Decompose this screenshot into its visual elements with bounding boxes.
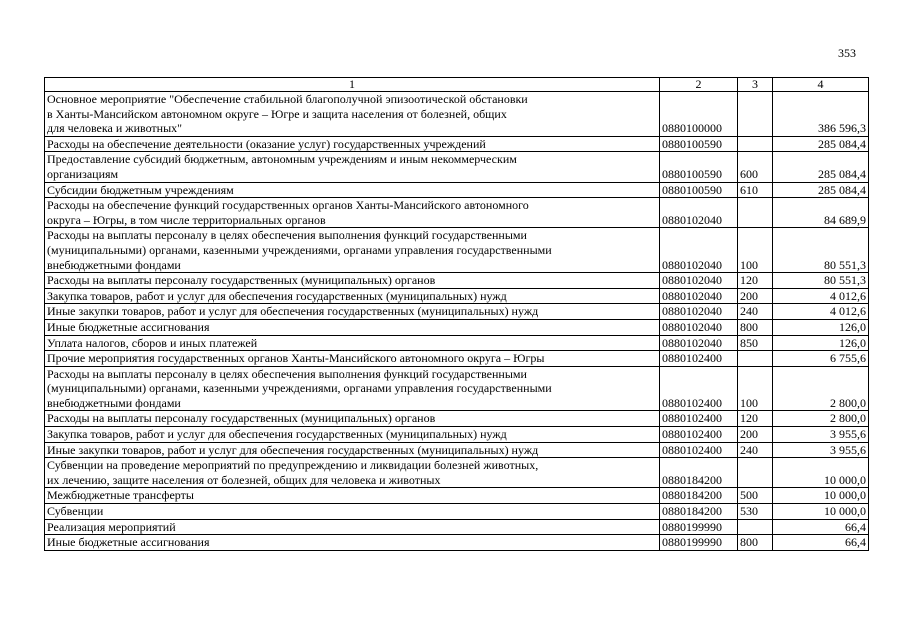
row-type-cell: 100 — [738, 228, 773, 273]
table-row — [45, 319, 869, 335]
table-header-row — [45, 78, 869, 92]
header-col-code: 2 — [660, 78, 738, 92]
row-name-cell: Закупка товаров, работ и услуг для обеспечения государственных (муниципальных) нужд — [45, 427, 660, 443]
header-col-type: 3 — [738, 78, 773, 92]
row-sum-cell: 285 084,4 — [773, 152, 869, 182]
row-code-cell: 0880102040 — [660, 335, 738, 351]
row-sum-cell: 10 000,0 — [773, 504, 869, 520]
row-name-cell: Расходы на выплаты персоналу в целях обеспечения выполнения функций государственными (муниципальными) органами, казенными учреждениями, органами управления государственными внебюджетными фондами — [45, 366, 660, 411]
table-row — [45, 335, 869, 351]
row-code-cell: 0880100590 — [660, 152, 738, 182]
table-row — [45, 182, 869, 198]
row-type-cell — [738, 92, 773, 137]
table-row — [45, 198, 869, 228]
row-name-cell: Субсидии бюджетным учреждениям — [45, 182, 660, 198]
table-row — [45, 92, 869, 137]
row-sum-cell: 10 000,0 — [773, 488, 869, 504]
row-name-cell: Иные бюджетные ассигнования — [45, 319, 660, 335]
row-sum-cell: 10 000,0 — [773, 458, 869, 488]
row-code-cell: 0880102040 — [660, 304, 738, 320]
row-code-cell: 0880102400 — [660, 442, 738, 458]
row-type-cell — [738, 351, 773, 367]
table-row — [45, 366, 869, 411]
table-row — [45, 228, 869, 273]
row-sum-cell: 2 800,0 — [773, 411, 869, 427]
table-row — [45, 442, 869, 458]
row-code-cell: 0880184200 — [660, 488, 738, 504]
row-sum-cell: 4 012,6 — [773, 304, 869, 320]
table-row — [45, 427, 869, 443]
table-row — [45, 351, 869, 367]
row-type-cell — [738, 458, 773, 488]
row-type-cell: 200 — [738, 288, 773, 304]
row-sum-cell: 66,4 — [773, 519, 869, 535]
row-sum-cell: 386 596,3 — [773, 92, 869, 137]
row-name-cell: Основное мероприятие "Обеспечение стабильной благополучной эпизоотической обстановки в Ханты-Мансийском автономном округе – Югре и защита населения от болезней, общих для человека и животных" — [45, 92, 660, 137]
row-sum-cell: 80 551,3 — [773, 228, 869, 273]
row-type-cell: 240 — [738, 442, 773, 458]
table-row — [45, 304, 869, 320]
row-type-cell: 100 — [738, 366, 773, 411]
row-sum-cell: 3 955,6 — [773, 442, 869, 458]
row-code-cell: 0880184200 — [660, 458, 738, 488]
table-row — [45, 136, 869, 152]
row-name-cell: Субвенции на проведение мероприятий по предупреждению и ликвидации болезней животных, их лечению, защите населения от болезней, общих для человека и животных — [45, 458, 660, 488]
row-name-cell: Иные бюджетные ассигнования — [45, 535, 660, 551]
row-code-cell: 0880102040 — [660, 228, 738, 273]
row-sum-cell: 84 689,9 — [773, 198, 869, 228]
row-type-cell: 610 — [738, 182, 773, 198]
row-sum-cell: 80 551,3 — [773, 273, 869, 289]
table-row — [45, 152, 869, 182]
table-row — [45, 519, 869, 535]
row-name-cell: Расходы на выплаты персоналу государственных (муниципальных) органов — [45, 273, 660, 289]
row-code-cell: 0880100590 — [660, 136, 738, 152]
row-type-cell: 800 — [738, 535, 773, 551]
row-code-cell: 0880102400 — [660, 351, 738, 367]
row-type-cell: 240 — [738, 304, 773, 320]
row-code-cell: 0880102040 — [660, 273, 738, 289]
row-sum-cell: 66,4 — [773, 535, 869, 551]
row-name-cell: Иные закупки товаров, работ и услуг для обеспечения государственных (муниципальных) нужд — [45, 442, 660, 458]
row-code-cell: 0880102400 — [660, 366, 738, 411]
table-row — [45, 273, 869, 289]
budget-table — [44, 77, 869, 551]
row-type-cell: 200 — [738, 427, 773, 443]
row-name-cell: Предоставление субсидий бюджетным, автономным учреждениям и иным некоммерческим организациям — [45, 152, 660, 182]
table-row — [45, 411, 869, 427]
row-name-cell: Расходы на обеспечение функций государственных органов Ханты-Мансийского автономного округа – Югры, в том числе территориальных органов — [45, 198, 660, 228]
row-type-cell: 120 — [738, 273, 773, 289]
row-sum-cell: 6 755,6 — [773, 351, 869, 367]
row-code-cell: 0880102040 — [660, 288, 738, 304]
row-code-cell: 0880102040 — [660, 319, 738, 335]
row-sum-cell: 4 012,6 — [773, 288, 869, 304]
row-code-cell: 0880100000 — [660, 92, 738, 137]
row-type-cell — [738, 198, 773, 228]
row-name-cell: Расходы на выплаты персоналу в целях обеспечения выполнения функций государственными (муниципальными) органами, казенными учреждениями, органами управления государственными внебюджетными фондами — [45, 228, 660, 273]
row-sum-cell: 285 084,4 — [773, 136, 869, 152]
row-code-cell: 0880100590 — [660, 182, 738, 198]
row-name-cell: Расходы на обеспечение деятельности (оказание услуг) государственных учреждений — [45, 136, 660, 152]
row-code-cell: 0880199990 — [660, 519, 738, 535]
row-name-cell: Закупка товаров, работ и услуг для обеспечения государственных (муниципальных) нужд — [45, 288, 660, 304]
row-name-cell: Расходы на выплаты персоналу государственных (муниципальных) органов — [45, 411, 660, 427]
row-type-cell: 500 — [738, 488, 773, 504]
row-code-cell: 0880184200 — [660, 504, 738, 520]
row-type-cell: 800 — [738, 319, 773, 335]
row-code-cell: 0880102040 — [660, 198, 738, 228]
row-type-cell: 530 — [738, 504, 773, 520]
page-number: 353 — [838, 46, 856, 60]
row-type-cell — [738, 136, 773, 152]
row-name-cell: Реализация мероприятий — [45, 519, 660, 535]
row-sum-cell: 2 800,0 — [773, 366, 869, 411]
table-row — [45, 488, 869, 504]
table-row — [45, 458, 869, 488]
table-row — [45, 535, 869, 551]
row-name-cell: Субвенции — [45, 504, 660, 520]
row-sum-cell: 126,0 — [773, 319, 869, 335]
row-name-cell: Межбюджетные трансферты — [45, 488, 660, 504]
row-sum-cell: 285 084,4 — [773, 182, 869, 198]
row-code-cell: 0880199990 — [660, 535, 738, 551]
row-type-cell: 120 — [738, 411, 773, 427]
table-row — [45, 288, 869, 304]
row-type-cell — [738, 519, 773, 535]
row-sum-cell: 126,0 — [773, 335, 869, 351]
row-name-cell: Иные закупки товаров, работ и услуг для обеспечения государственных (муниципальных) нужд — [45, 304, 660, 320]
header-col-name: 1 — [45, 78, 660, 92]
row-type-cell: 850 — [738, 335, 773, 351]
row-name-cell: Уплата налогов, сборов и иных платежей — [45, 335, 660, 351]
row-name-cell: Прочие мероприятия государственных органов Ханты-Мансийского автономного округа – Югры — [45, 351, 660, 367]
row-code-cell: 0880102400 — [660, 411, 738, 427]
table-row — [45, 504, 869, 520]
row-code-cell: 0880102400 — [660, 427, 738, 443]
row-type-cell: 600 — [738, 152, 773, 182]
row-sum-cell: 3 955,6 — [773, 427, 869, 443]
header-col-sum: 4 — [773, 78, 869, 92]
